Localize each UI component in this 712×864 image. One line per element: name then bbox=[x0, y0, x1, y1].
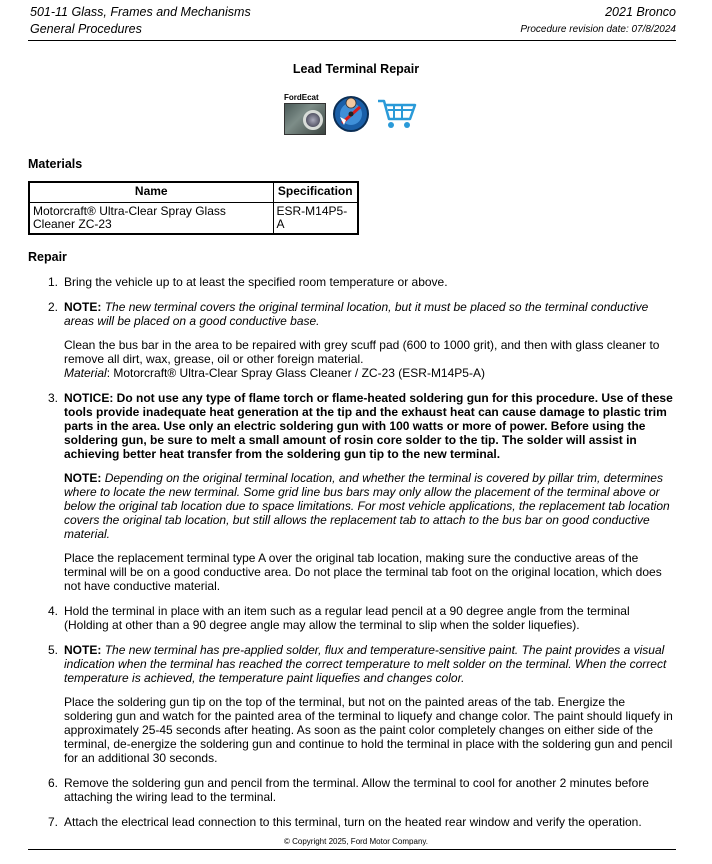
step-text: Remove the soldering gun and pencil from the terminal. Allow the terminal to cool for another 2 minutes before attaching the wiring lead to the terminal. bbox=[64, 776, 649, 804]
step-7 bbox=[48, 815, 676, 829]
step-number: 2. bbox=[48, 300, 59, 314]
step-1 bbox=[48, 275, 676, 289]
step-instruction: Clean the bus bar in the area to be repaired with grey scuff pad (600 to 1000 grit), and then with glass cleaner to remove all dirt, wax, grease, oil or other foreign material. bbox=[64, 338, 660, 366]
repair-steps bbox=[48, 275, 676, 840]
footer-divider bbox=[28, 849, 676, 850]
technician-gauge-icon[interactable] bbox=[332, 93, 370, 133]
repair-heading: Repair bbox=[28, 250, 67, 264]
step-4 bbox=[48, 604, 676, 632]
revision-date: Procedure revision date: 07/8/2024 bbox=[520, 24, 676, 35]
material-label: Material bbox=[64, 366, 107, 380]
materials-heading: Materials bbox=[28, 157, 83, 171]
note-label: NOTE: bbox=[64, 300, 102, 314]
shopping-cart-icon[interactable] bbox=[376, 97, 418, 131]
header-divider bbox=[28, 40, 676, 41]
fordecat-label: FordEcat bbox=[284, 93, 326, 103]
note-text: The new terminal covers the original terminal location, but it must be placed so the terminal conductive areas will be placed on a good conductive base. bbox=[64, 300, 649, 328]
step-6 bbox=[48, 776, 676, 804]
step-number: 6. bbox=[48, 776, 59, 790]
step-text: Place the replacement terminal type A over the original tab location, making sure the conductive areas of the terminal will be on a good conductive area. Do not place the terminal tab foot on the original location, which does not have conductive material. bbox=[64, 551, 662, 593]
procedure-title: Lead Terminal Repair bbox=[292, 62, 420, 76]
vehicle-model: 2021 Bronco bbox=[605, 5, 676, 19]
step-note bbox=[64, 643, 676, 685]
note-label: NOTE: bbox=[64, 471, 102, 485]
step-2 bbox=[48, 300, 676, 380]
step-number: 3. bbox=[48, 391, 59, 405]
column-header-name: Name bbox=[29, 182, 273, 202]
step-3 bbox=[48, 391, 676, 593]
step-note bbox=[64, 471, 676, 541]
copyright-footer: © Copyright 2025, Ford Motor Company. bbox=[283, 837, 429, 846]
subsection-title: General Procedures bbox=[30, 22, 142, 36]
materials-table bbox=[28, 181, 359, 235]
wheel-icon bbox=[303, 110, 323, 130]
step-notice: NOTICE: Do not use any type of flame torch or flame-heated soldering gun for this procedure. Use of these tools provide inadequate heat generation at the tip and the exhaust heat can cause damage to plastic trim parts in the area. Use only an electric soldering gun with 100 watts or more of power. Before using the soldering gun, be sure to melt a small amount of rosin core solder to the tip. The solder will assist in achieving better heat transfer from the soldering gun tip to the new terminal. bbox=[64, 391, 673, 461]
step-5 bbox=[48, 643, 676, 765]
step-text: Hold the terminal in place with an item such as a regular lead pencil at a 90 degree angle from the terminal (Holding at other than a 90 degree angle may allow the terminal to slip when the solder liquefies). bbox=[64, 604, 630, 632]
material-name: Motorcraft® Ultra-Clear Spray Glass Cleaner ZC-23 bbox=[29, 202, 273, 234]
note-label: NOTE: bbox=[64, 643, 102, 657]
step-text: Attach the electrical lead connection to this terminal, turn on the heated rear window and verify the operation. bbox=[64, 815, 642, 829]
table-row bbox=[29, 202, 358, 234]
step-number: 4. bbox=[48, 604, 59, 618]
column-header-specification: Specification bbox=[273, 182, 358, 202]
step-text: Place the soldering gun tip on the top of the terminal, but not on the painted areas of the tab. Energize the soldering gun and watch for the painted area of the terminal to liquefy and change color. The paint should liquefy in approximately 25-45 seconds after heating. As soon as the paint color completely changes on either side of the terminal, de-energize the soldering gun and continue to hold the terminal in place with the soldering gun and pencil for an additional 30 seconds. bbox=[64, 695, 673, 765]
note-text: Depending on the original terminal location, and whether the terminal is covered by pillar trim, determines where to locate the new terminal. Some grid line bus bars may only allow the placement of the terminal above or below the original tab location due to space limitations. For most vehicle applications, the replacement tab location covers the original tab location, but still allows the replacement tab to attach to the bus bar on good conductive material. bbox=[64, 471, 670, 541]
material-value: : Motorcraft® Ultra-Clear Spray Glass Cleaner / ZC-23 (ESR-M14P5-A) bbox=[106, 366, 485, 380]
material-spec: ESR-M14P5-A bbox=[273, 202, 358, 234]
step-number: 1. bbox=[48, 275, 59, 289]
wheel-photo bbox=[284, 103, 326, 135]
step-number: 5. bbox=[48, 643, 59, 657]
step-text bbox=[64, 338, 676, 380]
section-title: 501-11 Glass, Frames and Mechanisms bbox=[30, 5, 251, 19]
step-number: 7. bbox=[48, 815, 59, 829]
note-text: The new terminal has pre-applied solder, flux and temperature-sensitive paint. The paint provides a visual indication when the terminal has reached the correct temperature to melt solder on the terminal. When the correct temperature is achieved, the temperature paint liquefies and changes color. bbox=[64, 643, 667, 685]
step-note bbox=[64, 300, 676, 328]
fordecat-icon[interactable] bbox=[284, 93, 326, 135]
procedure-icons bbox=[284, 93, 418, 135]
step-text: Bring the vehicle up to at least the specified room temperature or above. bbox=[64, 275, 448, 289]
